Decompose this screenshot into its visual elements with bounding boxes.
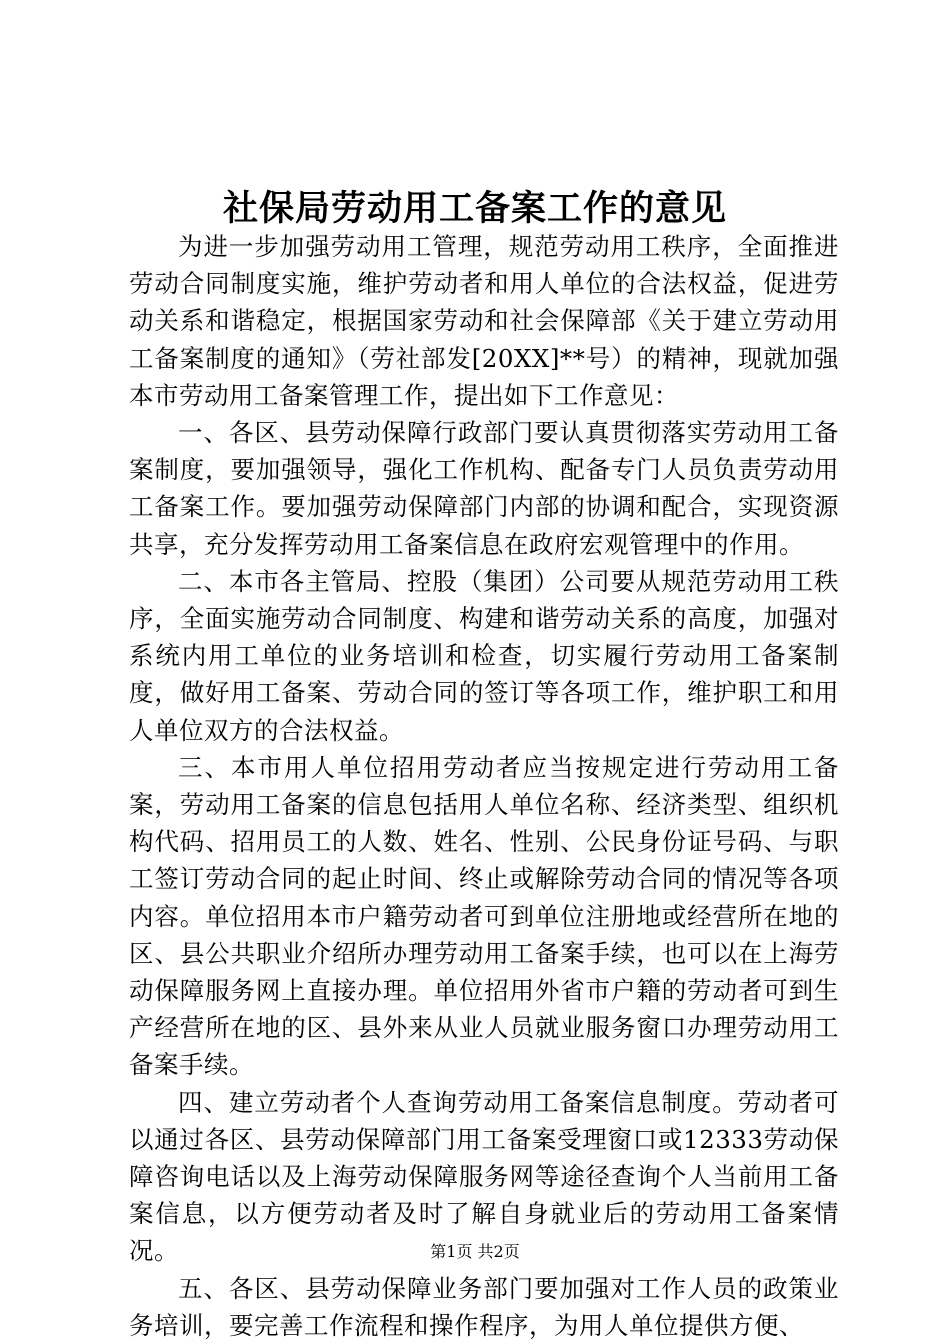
paragraph-item-2: 二、本市各主管局、控股（集团）公司要从规范劳动用工秩序，全面实施劳动合同制度、构建和谐劳动关系的高度，加强对系统内用工单位的业务培训和检查，切实履行劳动用工备案制度，做好用工备案、劳动合同的签订等各项工作，维护职工和用人单位双方的合法权益。 — [129, 566, 839, 745]
document-body — [129, 228, 839, 1344]
paragraph-item-3: 三、本市用人单位招用劳动者应当按规定进行劳动用工备案，劳动用工备案的信息包括用人单位名称、经济类型、组织机构代码、招用员工的人数、姓名、性别、公民身份证号码、与职工签订劳动合同的起止时间、终止或解除劳动合同的情况等各项内容。单位招用本市户籍劳动者可到单位注册地或经营所在地的区、县公共职业介绍所办理劳动用工备案手续，也可以在上海劳动保障服务网上直接办理。单位招用外省市户籍的劳动者可到生产经营所在地的区、县外来从业人员就业服务窗口办理劳动用工备案手续。 — [129, 752, 839, 1080]
paragraph-intro: 为进一步加强劳动用工管理，规范劳动用工秩序，全面推进劳动合同制度实施，维护劳动者和用人单位的合法权益，促进劳动关系和谐稳定，根据国家劳动和社会保障部《关于建立劳动用工备案制度的通知》（劳社部发[20XX]**号）的精神，现就加强本市劳动用工备案管理工作，提出如下工作意见： — [129, 232, 839, 410]
paragraph-item-5: 五、各区、县劳动保障业务部门要加强对工作人员的政策业务培训，要完善工作流程和操作程序，为用人单位提供方便、 — [129, 1273, 839, 1340]
paragraph-item-1: 一、各区、县劳动保障行政部门要认真贯彻落实劳动用工备案制度，要加强领导，强化工作机构、配备专门人员负责劳动用工备案工作。要加强劳动保障部门内部的协调和配合，实现资源共享，充分发挥劳动用工备案信息在政府宏观管理中的作用。 — [129, 418, 839, 559]
paragraph-item-4: 四、建立劳动者个人查询劳动用工备案信息制度。劳动者可以通过各区、县劳动保障部门用工备案受理窗口或12333劳动保障咨询电话以及上海劳动保障服务网等途径查询个人当前用工备案信息，以方便劳动者及时了解自身就业后的劳动用工备案情况。 — [129, 1087, 839, 1266]
page-number-indicator: 第1页 共2页 — [430, 1242, 520, 1261]
document-title: 社保局劳动用工备案工作的意见 — [222, 188, 727, 229]
page-footer — [0, 1240, 950, 1264]
